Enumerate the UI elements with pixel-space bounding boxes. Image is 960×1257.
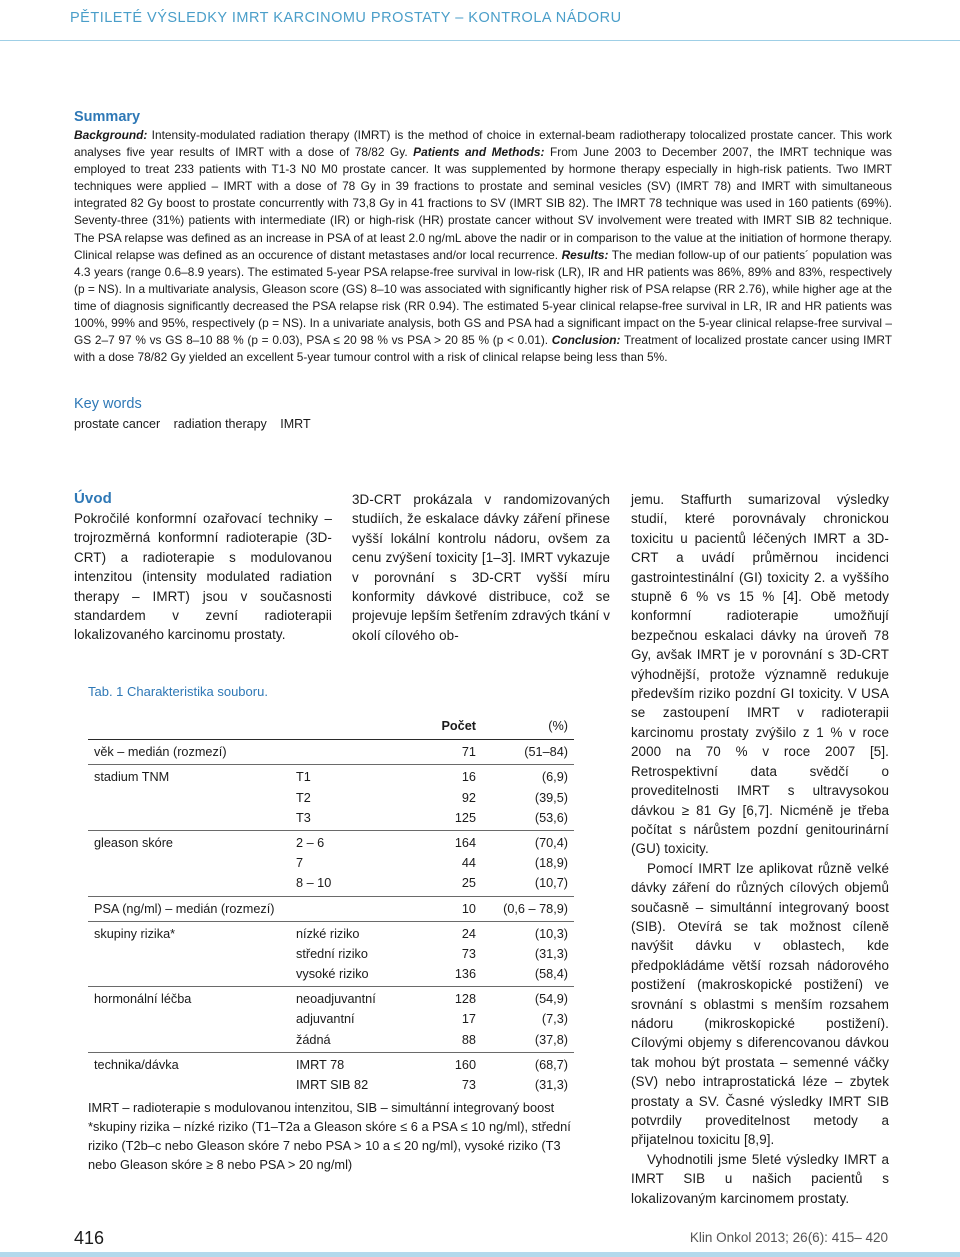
cell-percent: (31,3) — [534, 946, 568, 961]
footer-rule — [0, 1252, 960, 1257]
summary-heading: Summary — [74, 109, 141, 125]
table-box — [60, 666, 602, 1172]
cell-count: 73 — [461, 1078, 476, 1092]
cell-subcategory: vysoké riziko — [296, 967, 369, 982]
table-row — [88, 964, 574, 984]
intro-paragraph-2: 3D-CRT prokázala v randomizovaných studiích, že eskalace dávky záření přinese vyšší lokální kontrolu nádoru, ovšem za cenu zvýšení toxicity [1–3]. IMRT vykazuje v porovnání s 3D-CRT vyšší míru konformity dávkové distribuce, což se projevuje lepším šetřením zdravých tkání v okolí cílového ob- — [352, 492, 610, 643]
conclusion-text: Treatment of localized prostate cancer using IMRT with a dose 78/82 Gy yielded an excellent 5-year tumour control with a risk of clinical relapse being less than 5%. — [74, 333, 892, 365]
table-divider — [88, 830, 574, 831]
cell-percent: (53,6) — [534, 810, 568, 825]
keywords-list — [74, 415, 892, 433]
table-note-risk: *skupiny rizika – nízké riziko (T1–T2a a Gleason skóre ≤ 6 a PSA ≤ 10 ng/ml), střední riziko (T2b–c nebo Gleason skóre 7 nebo PSA > 10 a ≤ 20 ng/ml), vysoké riziko (T3 nebo Gleason skóre ≥ 8 nebo PSA > 20 ng/ml) — [88, 1119, 571, 1172]
background-text: Intensity-modulated radiation therapy (IMRT) is the method of choice in external-beam radiotherapy tolocalized prostate cancer. This work analyses five year results of IMRT with a dose of 78/82 Gy. — [74, 128, 892, 160]
cell-subcategory: žádná — [296, 1032, 331, 1047]
table-caption: Tab. 1 Charakteristika souboru. — [88, 684, 268, 699]
cell-subcategory: 8 – 10 — [296, 876, 332, 891]
intro-heading: Úvod — [74, 490, 112, 507]
summary-section — [74, 108, 892, 366]
table-row — [88, 833, 574, 853]
cell-subcategory: adjuvantní — [296, 1012, 355, 1027]
table-row — [88, 873, 574, 893]
col-header-count: Počet — [441, 719, 476, 733]
cell-count: 24 — [461, 926, 476, 941]
cell-count: 125 — [454, 810, 476, 825]
cell-percent: (68,7) — [534, 1057, 568, 1072]
cell-count: 17 — [461, 1012, 476, 1027]
cell-subcategory: neoadjuvantní — [296, 992, 376, 1007]
keyword-item: IMRT — [280, 417, 311, 431]
cell-percent: (51–84) — [524, 745, 568, 760]
cell-percent: (70,4) — [534, 835, 568, 850]
keywords-section — [74, 395, 892, 433]
cell-count: 92 — [461, 790, 476, 805]
keyword-item: prostate cancer — [74, 417, 161, 431]
table-row — [88, 944, 574, 964]
cell-percent: (54,9) — [534, 992, 568, 1007]
table-row — [88, 808, 574, 828]
cell-category: skupiny rizika* — [94, 926, 176, 941]
body-column-3 — [631, 490, 889, 1208]
conclusion-label: Conclusion: — [551, 333, 621, 348]
header-rule — [0, 40, 960, 41]
background-label: Background: — [74, 128, 148, 142]
keywords-heading: Key words — [74, 396, 142, 412]
cell-subcategory: 2 – 6 — [296, 835, 325, 850]
cell-count: 71 — [461, 745, 476, 760]
cell-count: 128 — [454, 992, 476, 1007]
characteristics-table — [88, 716, 574, 1095]
intro-paragraph-4: Pomocí IMRT lze aplikovat různě velké dávky záření do různých cílových objemů současně – simultánní integrovaný boost (SIB). Otevírá se tak možnost cíleně navýšit dávku v oblastech, kde předpokládáme větší rozsah nádorového postižení (makroskopické postižení) ve srovnání s oblastmi s menším rozsahem nádoru (mikroskopické postižení). Cílovými objemy s diferencovanou dávkou tak mohou být prostata – semenné váčky (SV) nebo intraprostatická léze – zbytek prostaty a SV. Časné výsledky IMRT SIB potvrdily proveditelnost metody a přijatelnou toxicitu [8,9]. — [631, 860, 889, 1148]
results-label: Results: — [561, 247, 609, 262]
cell-count: 164 — [454, 835, 476, 850]
table-divider — [88, 986, 574, 987]
table-divider — [88, 739, 574, 740]
intro-paragraph-5: Vyhodnotili jsme 5leté výsledky IMRT a IMRT SIB u našich pacientů s lokalizovaným karcinomem prostaty. — [631, 1151, 889, 1206]
cell-percent: (18,9) — [534, 856, 568, 871]
cell-percent: (0,6 – 78,9) — [503, 901, 568, 916]
cell-category: technika/dávka — [94, 1057, 179, 1072]
cell-count: 136 — [454, 967, 476, 982]
cell-subcategory: 7 — [296, 856, 304, 871]
journal-citation: Klin Onkol 2013; 26(6): 415– 420 — [689, 1230, 888, 1245]
cell-subcategory: T1 — [296, 770, 311, 785]
table-row — [88, 1030, 574, 1050]
cell-percent: (58,4) — [534, 967, 568, 982]
cell-category: stadium TNM — [94, 770, 170, 785]
table-note-abbrev: IMRT – radioterapie s modulovanou intenzitou, SIB – simultánní integrovaný boost — [88, 1100, 555, 1115]
cell-subcategory: IMRT SIB 82 — [296, 1078, 369, 1092]
cell-count: 10 — [461, 901, 476, 916]
table-row — [88, 742, 574, 762]
methods-text: From June 2003 to December 2007, the IMRT technique was employed to treat 233 patients with T1-3 N0 M0 prostate cancer. It was supplemented by hormone therapy especially in high-risk patients. Two IMRT techniques were applied – IMRT with a dose of 78 Gy in 39 fractions to prostate and seminal vesicles (SV) (IMRT 78) and IMRT with simultaneous integrated 82 Gy boost to prostate concurrently with 73,8 Gy in 41 fractions to SV (IMRT SIB 82). The IMRT 78 technique was used in 160 patients (69%). Seventy-three (31%) patients with intermediate (IR) or high-risk (HR) prostate cancer without SV involvement were treated with IMRT SIB 82 technique. The PSA relapse was defined as an increase in PSA of at least 2.0 ng/mL above the nadir or in comparison to the value at the initiation of hormone therapy. Clinical relapse was defined as an occurence of distant metastases and/or local recurrence. — [74, 145, 892, 262]
body-column-1 — [74, 490, 332, 645]
intro-paragraph-1: Pokročilé konformní ozařovací techniky – trojrozměrná konformní radioterapie (3D-CRT) a radioterapie s modulovanou intenzitou (intensity modulated radiation therapy – IMRT) jsou v současnosti standardem v zevní radioterapii lokalizovaného karcinomu prostaty. — [74, 511, 332, 643]
table-divider — [88, 896, 574, 897]
cell-subcategory: IMRT 78 — [296, 1057, 345, 1072]
cell-percent: (10,7) — [534, 876, 568, 891]
cell-category: gleason skóre — [94, 835, 173, 850]
cell-subcategory: střední riziko — [296, 946, 368, 961]
running-head: PĚTILETÉ VÝSLEDKY IMRT KARCINOMU PROSTATY – KONTROLA NÁDORU — [70, 10, 622, 26]
keyword-item: radiation therapy — [173, 417, 267, 431]
table-row — [88, 989, 574, 1009]
table-row — [88, 767, 574, 787]
table-row — [88, 924, 574, 944]
summary-body — [74, 127, 892, 366]
cell-count: 88 — [461, 1032, 476, 1047]
cell-percent: (10,3) — [534, 926, 568, 941]
cell-percent: (31,3) — [534, 1078, 568, 1092]
cell-count: 44 — [461, 856, 476, 871]
table-row — [88, 1055, 574, 1075]
cell-category: hormonální léčba — [94, 992, 192, 1007]
cell-percent: (39,5) — [534, 790, 568, 805]
table-notes — [88, 1098, 588, 1174]
cell-count: 160 — [454, 1057, 476, 1072]
table-row — [88, 788, 574, 808]
table-divider — [88, 764, 574, 765]
cell-subcategory: T2 — [296, 790, 311, 805]
cell-subcategory: nízké riziko — [296, 926, 360, 941]
methods-label: Patients and Methods: — [413, 145, 545, 160]
results-text: The median follow-up of our patients´ population was 4.3 years (range 0.6–8.9 years). The estimated 5-year PSA relapse-free survival in low-risk (LR), IR and HR patients was 86%, 89% and 83%, respectively (p = NS). In a multivariate analysis, Gleason score (GS) 8–10 was associated with significantly higher risk of PSA relapse (RR 2.76), while higher age at the time of diagnosis significantly decreased the PSA relapse risk (RR 0.94). The estimated 5-year clinical relapse-free survival in LR, IR and HR patients was 100%, 99% and 95%, respectively (p = NS). In a univariate analysis, both GS and PSA had a significant impact on the 5-year clinical relapse-free survival – GS 2–7 97 % vs GS 8–10 88 % (p = 0.03), PSA ≤ 20 98 % vs PSA > 20 85 % (p < 0.01). — [74, 247, 892, 348]
table-row — [88, 899, 574, 919]
cell-category: PSA (ng/ml) – medián (rozmezí) — [94, 901, 275, 916]
table-row — [88, 853, 574, 873]
table-header-row — [88, 716, 574, 736]
cell-percent: (6,9) — [541, 770, 568, 785]
body-column-2 — [352, 490, 610, 645]
col-header-percent: (%) — [548, 719, 568, 733]
cell-category: věk – medián (rozmezí) — [94, 745, 227, 760]
cell-count: 16 — [461, 770, 476, 785]
table-row — [88, 1075, 574, 1095]
table-divider — [88, 1052, 574, 1053]
table-divider — [88, 921, 574, 922]
cell-subcategory: T3 — [296, 810, 311, 825]
cell-count: 25 — [461, 876, 476, 891]
table-row — [88, 1009, 574, 1029]
page-number: 416 — [74, 1228, 105, 1248]
cell-percent: (7,3) — [541, 1012, 568, 1027]
cell-count: 73 — [461, 946, 476, 961]
intro-paragraph-3: jemu. Staffurth sumarizoval výsledky studií, které porovnávaly chronickou toxicitu u pacientů léčených IMRT a 3D-CRT a uvádí průměrnou incidenci gastrointestinální (GI) toxicity 2. a vyššího stupně 6 % vs 15 % [4]. Obě metody konformní radioterapie umožňují bezpečnou eskalaci dávky na úroveň 78 Gy, avšak IMRT je v porovnání s 3D-CRT výhodnější, protože významně redukuje především riziko pozdní GI toxicity. V USA se zastoupení IMRT v radioterapii karcinomu prostaty zvýšilo z 1 % v roce 2000 na 70 % v roce 2007 [5]. Retrospektivní data svědčí o proveditelnosti IMRT s ultravysokou dávkou ≥ 81 Gy [6,7]. Nicméně je třeba počítat s nárůstem pozdní genitourinární (GU) toxicity. — [631, 492, 889, 857]
cell-percent: (37,8) — [534, 1032, 568, 1047]
